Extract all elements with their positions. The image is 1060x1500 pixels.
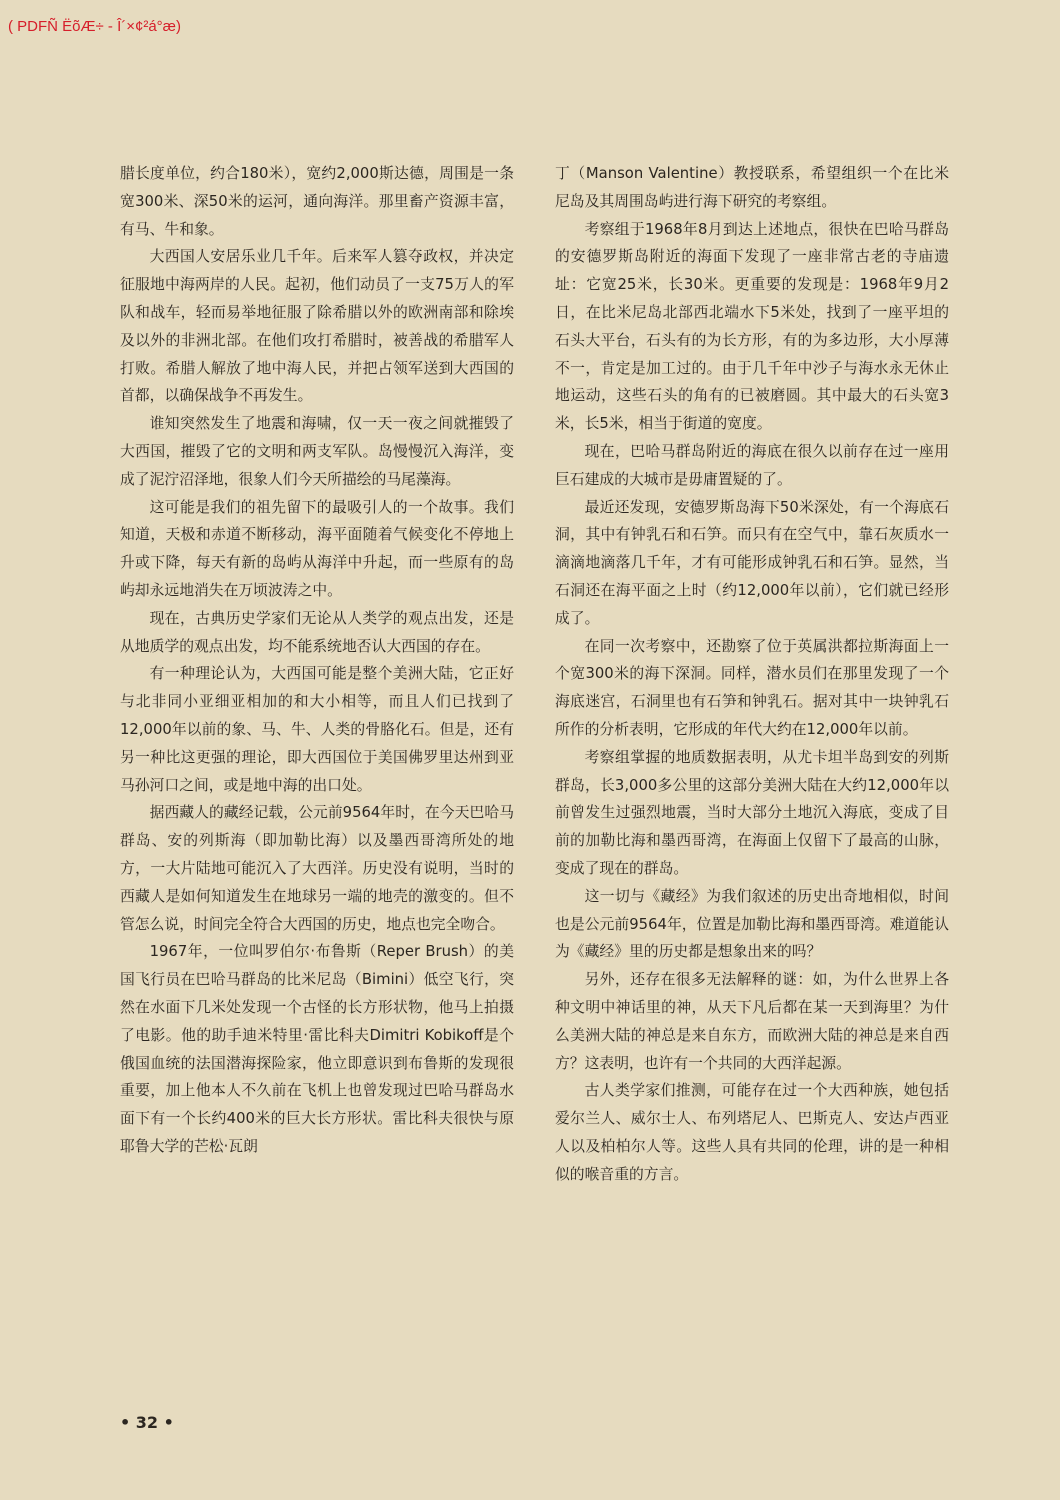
paragraph: 有一种理论认为，大西国可能是整个美洲大陆，它正好与北非同小亚细亚相加的和大小相等，而且人们已找到了12,000年以前的象、马、牛、人类的骨胳化石。但是，还有另一种比这更强的理论，即大西国位于美国佛罗里达州到亚马孙河口之间，或是地中海的出口处。 — [120, 665, 514, 794]
paragraph: 丁（Manson Valentine）教授联系，希望组织一个在比米尼岛及其周围岛屿进行海下研究的考察组。 — [555, 165, 949, 210]
paragraph: 现在，巴哈马群岛附近的海底在很久以前存在过一座用巨石建成的大城市是毋庸置疑的了。 — [555, 442, 949, 488]
paragraph: 考察组掌握的地质数据表明，从尤卡坦半岛到安的列斯群岛，长3,000多公里的这部分美洲大陆在大约12,000年以前曾发生过强烈地震，当时大部分土地沉入海底，变成了目前的加勒比海和墨西哥湾，在海面上仅留下了最高的山脉，变成了现在的群岛。 — [555, 748, 949, 877]
paragraph: 考察组于1968年8月到达上述地点，很快在巴哈马群岛的安德罗斯岛附近的海面下发现了一座非常古老的寺庙遗址：它宽25米，长30米。更重要的发现是：1968年9月2日，在比米尼岛北部西北端水下5米处，找到了一座平坦的石头大平台，石头有的为长方形，有的为多边形，大小厚薄不一，肯定是加工过的。由于几千年中沙子与海水永无休止地运动，这些石头的角有的已被磨圆。其中最大的石头宽3米，长5米，相当于街道的宽度。 — [555, 220, 949, 433]
paragraph: 1967年，一位叫罗伯尔·布鲁斯（Reper Brush）的美国飞行员在巴哈马群岛的比米尼岛（Bimini）低空飞行，突然在水面下几米处发现一个古怪的长方形状物，他马上拍摄了电影。他的助手迪米特里·雷比科夫Dimitri Kobikoff是个俄国血统的法国潜海探险家，他立即意识到布鲁斯的发现很重要，加上他本人不久前在飞机上也曾发现过巴哈马群岛水面下有一个长约400米的巨大长方形状。雷比科夫很快与原耶鲁大学的芒松·瓦朗 — [120, 943, 514, 1155]
paragraph: 古人类学家们推测，可能存在过一个大西种族，她包括爱尔兰人、威尔士人、布列塔尼人、巴斯克人、安达卢西亚人以及柏柏尔人等。这些人具有共同的伦理，讲的是一种相似的喉音重的方言。 — [555, 1082, 949, 1183]
paragraph: 最近还发现，安德罗斯岛海下50米深处，有一个海底石洞，其中有钟乳石和石笋。而只有在空气中，靠石灰质水一滴滴地滴落几千年，才有可能形成钟乳石和石笋。显然，当石洞还在海平面之上时（约12,000年以前），它们就已经形成了。 — [555, 498, 949, 627]
paragraph: 在同一次考察中，还勘察了位于英属洪都拉斯海面上一个宽300米的海下深洞。同样，潜水员们在那里发现了一个海底迷宫，石洞里也有石笋和钟乳石。据对其中一块钟乳石所作的分析表明，它形成的年代大约在12,000年以前。 — [555, 637, 949, 738]
paragraph: 另外，还存在很多无法解释的谜：如，为什么世界上各种文明中神话里的神，从天下凡后都在某一天到海里？为什么美洲大陆的神总是来自东方，而欧洲大陆的神总是来自西方？这表明，也许有一个共同的大西洋起源。 — [555, 971, 949, 1072]
left-text-column — [120, 160, 514, 1161]
paragraph: 这一切与《藏经》为我们叙述的历史出奇地相似，时间也是公元前9564年，位置是加勒比海和墨西哥湾。难道能认为《藏经》里的历史都是想象出来的吗？ — [555, 887, 949, 961]
page-number: • 32 • — [120, 1413, 174, 1432]
paragraph: 谁知突然发生了地震和海啸，仅一天一夜之间就摧毁了大西国，摧毁了它的文明和两支军队。岛慢慢沉入海洋，变成了泥泞沼泽地，很象人们今天所描绘的马尾藻海。 — [120, 415, 514, 488]
paragraph: 现在，古典历史学家们无论从人类学的观点出发，还是从地质学的观点出发，均不能系统地否认大西国的存在。 — [120, 609, 514, 655]
paragraph: 腊长度单位，约合180米），宽约2,000斯达德，周围是一条宽300米、深50米的运河，通向海洋。那里畜产资源丰富，有马、牛和象。 — [120, 165, 514, 238]
paragraph: 大西国人安居乐业几千年。后来军人篡夺政权，并决定征服地中海两岸的人民。起初，他们动员了一支75万人的军队和战车，轻而易举地征服了除希腊以外的欧洲南部和除埃及以外的非洲北部。在他们攻打希腊时，被善战的希腊军人打败。希腊人解放了地中海人民，并把占领军送到大西国的首都，以确保战争不再发生。 — [120, 248, 514, 405]
paragraph: 据西藏人的藏经记载，公元前9564年时，在今天巴哈马群岛、安的列斯海（即加勒比海）以及墨西哥湾所处的地方，一大片陆地可能沉入了大西洋。历史没有说明，当时的西藏人是如何知道发生在地球另一端的地壳的激变的。但不管怎么说，时间完全符合大西国的历史，地点也完全吻合。 — [120, 804, 514, 933]
right-text-column — [555, 160, 949, 1188]
paragraph: 这可能是我们的祖先留下的最吸引人的一个故事。我们知道，天极和赤道不断移动，海平面随着气候变化不停地上升或下降，每天有新的岛屿从海洋中升起，而一些原有的岛屿却永远地消失在万顷波涛之中。 — [120, 498, 514, 599]
pdf-watermark: ( PDFÑ ËõÆ÷ - Î´×¢²á°æ) — [8, 18, 182, 35]
